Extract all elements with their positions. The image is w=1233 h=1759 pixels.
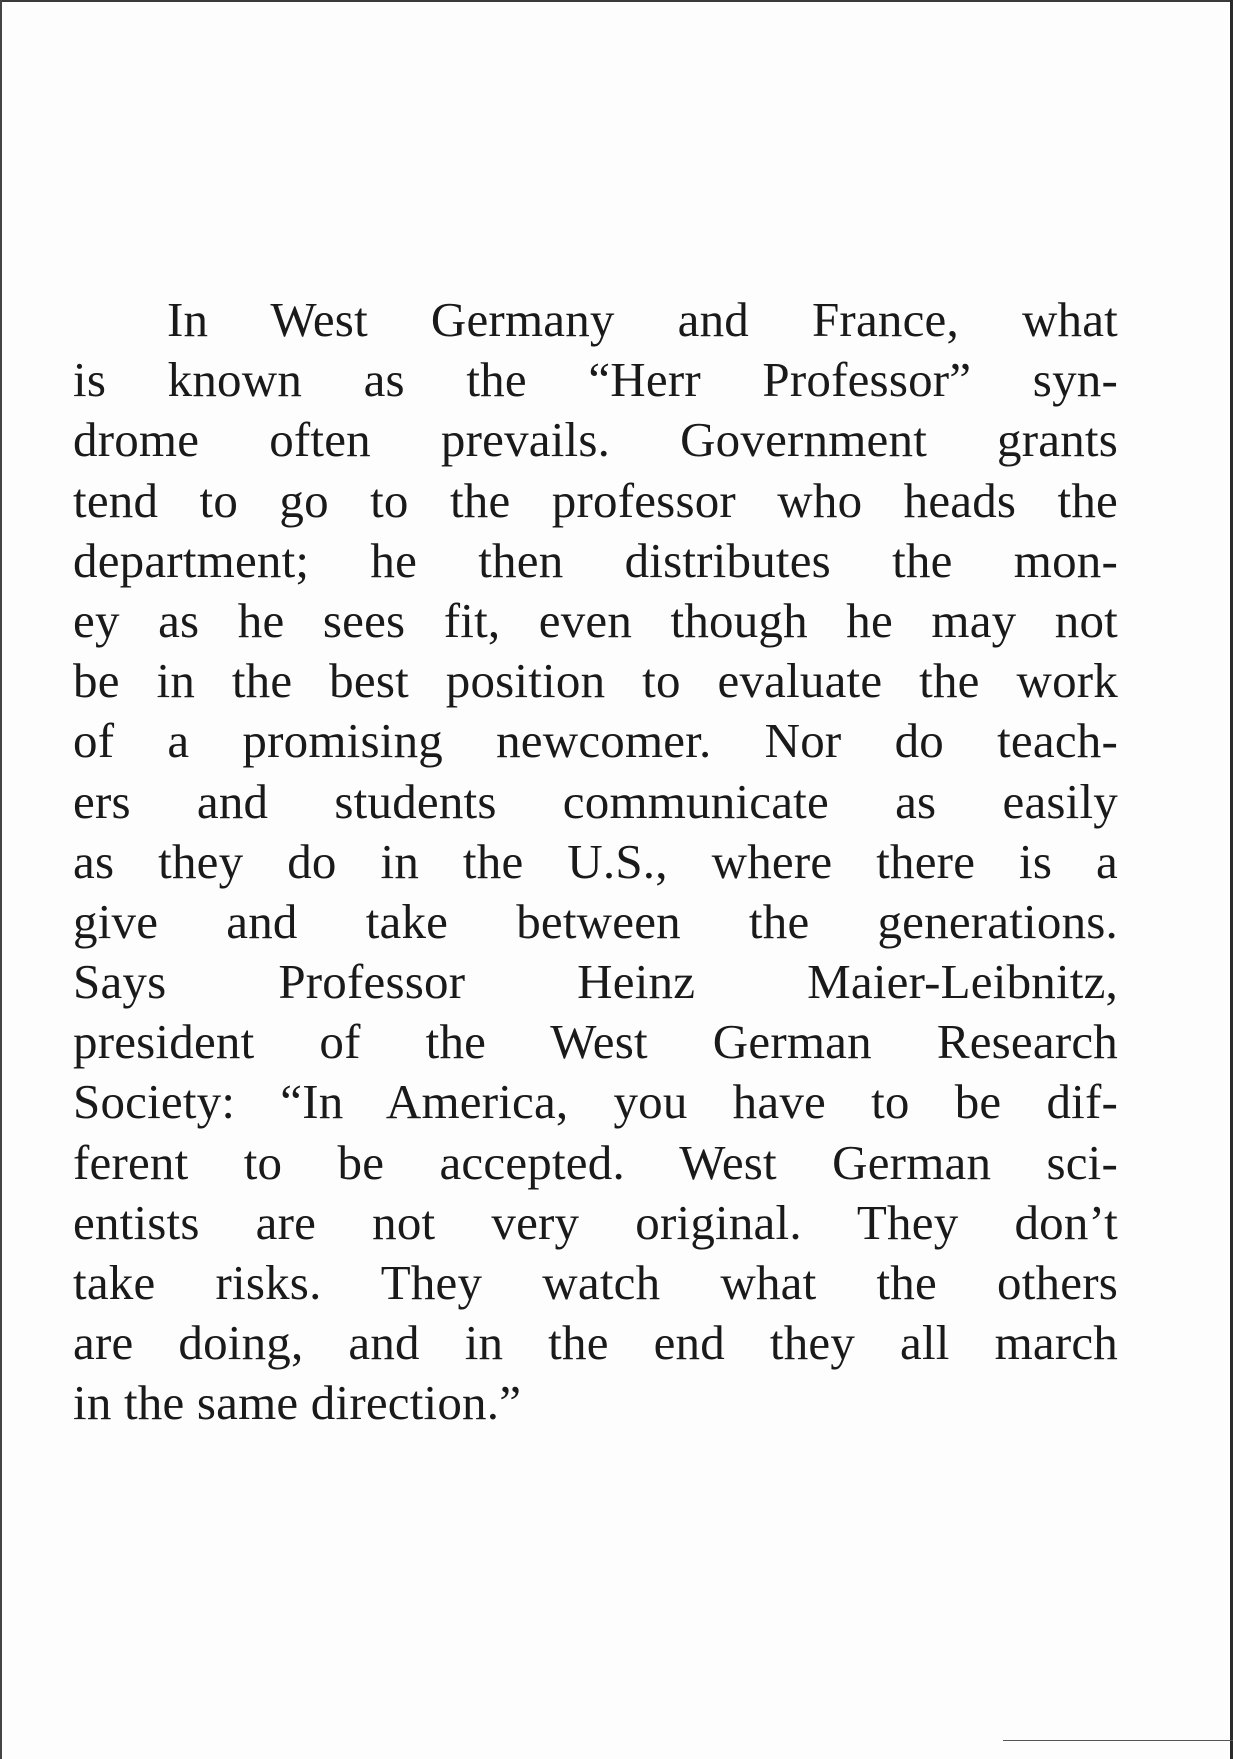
text-line: in the same direction.” [73, 1375, 522, 1431]
text-line: drome often prevails. Government grants [73, 412, 1118, 468]
text-line: is known as the “Herr Professor” syn- [73, 352, 1118, 408]
text-line: give and take between the generations. [73, 893, 1118, 949]
text-line: department; he then distributes the mon- [73, 532, 1118, 588]
text-line: of a promising newcomer. Nor do teach- [73, 713, 1118, 769]
text-line: Says Professor Heinz Maier-Leibnitz, [73, 954, 1118, 1010]
article-paragraph [73, 290, 1118, 1434]
text-line: entists are not very original. They don’t [73, 1194, 1118, 1250]
text-line: president of the West German Research [73, 1014, 1118, 1070]
text-line: Society: “In America, you have to be dif- [73, 1074, 1118, 1130]
text-line: take risks. They watch what the others [73, 1255, 1118, 1310]
page-edge-top [0, 0, 1233, 2]
text-line: as they do in the U.S., where there is a [73, 833, 1118, 889]
text-line: ey as he sees fit, even though he may not [73, 592, 1118, 648]
text-line: ferent to be accepted. West German sci- [73, 1134, 1118, 1190]
text-line: tend to go to the professor who heads the [73, 472, 1118, 528]
text-line: ers and students communicate as easily [73, 773, 1118, 829]
page-edge-bottom [1003, 1740, 1233, 1741]
text-line: are doing, and in the end they all march [73, 1315, 1118, 1371]
text-line: be in the best position to evaluate the work [73, 653, 1118, 709]
page-edge-left [0, 0, 2, 1759]
text-line: In West Germany and France, what [167, 292, 1118, 347]
